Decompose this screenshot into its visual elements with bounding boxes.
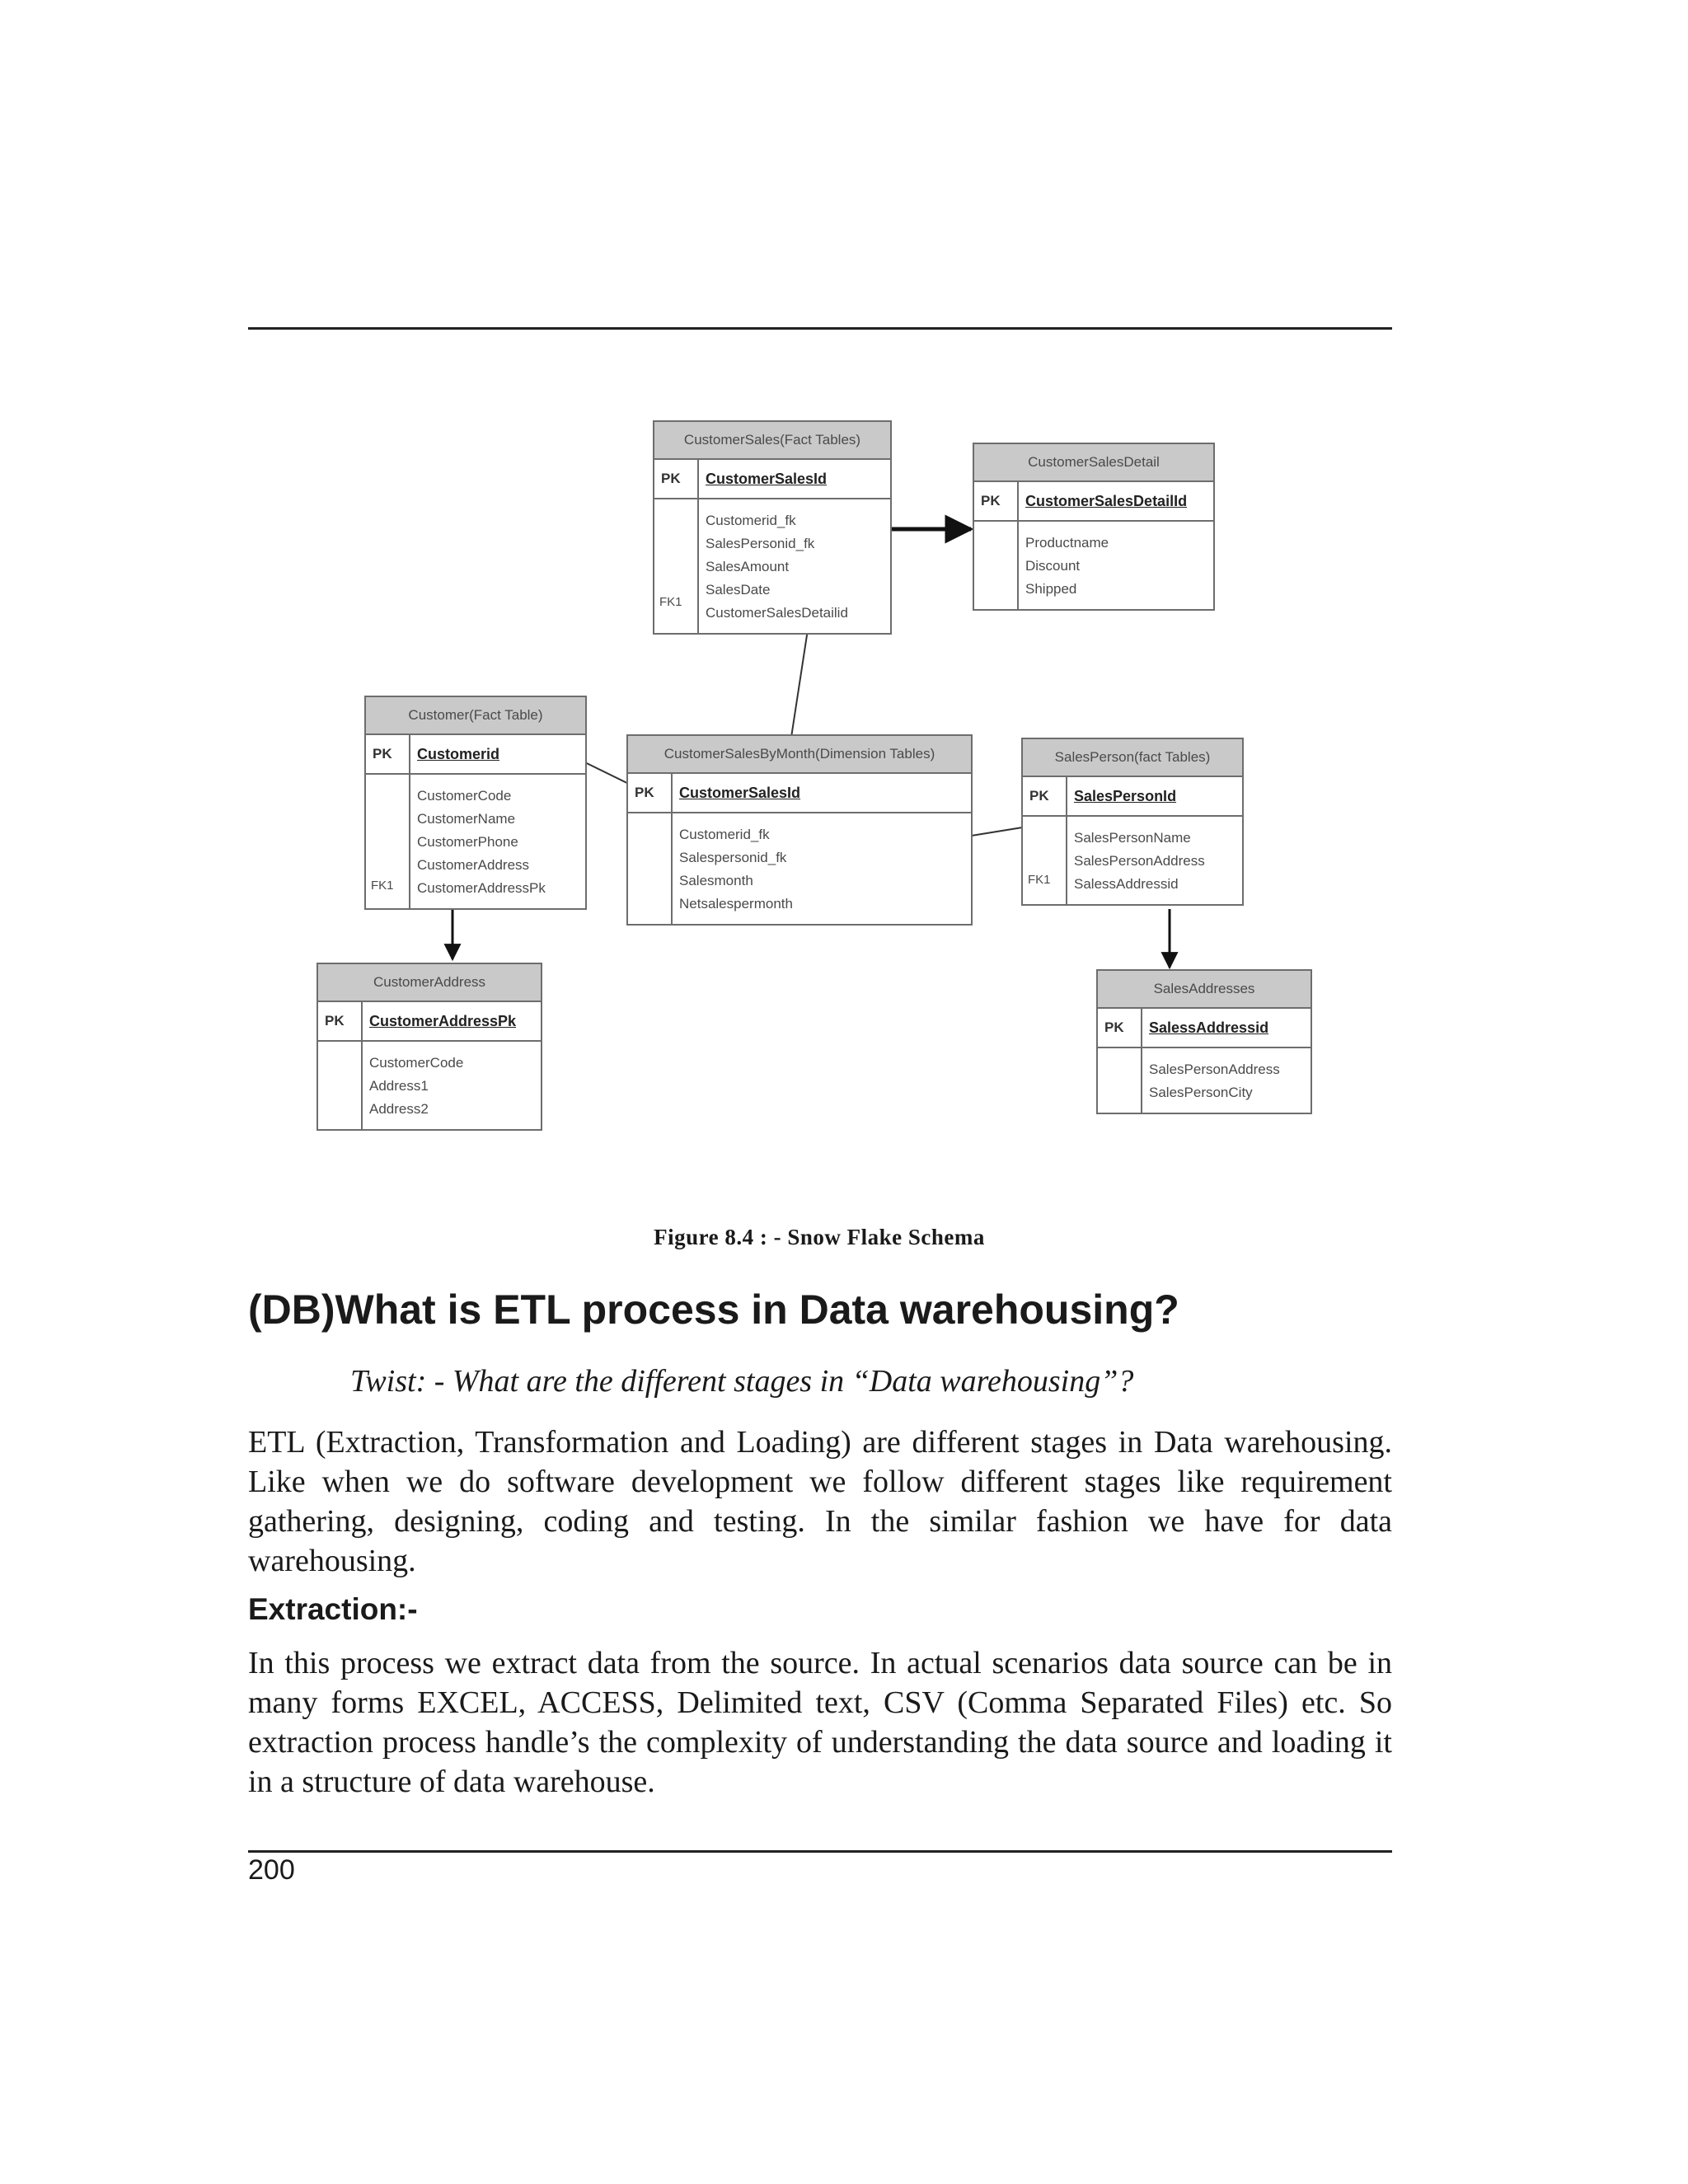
extraction-heading: Extraction:-	[248, 1592, 418, 1626]
field: SalessAddressid	[1074, 876, 1179, 892]
bottom-rule	[248, 1850, 1392, 1853]
table-title: Customer(Fact Table)	[366, 697, 585, 735]
field: Customerid_fk	[706, 513, 796, 528]
intro-paragraph: ETL (Extraction, Transformation and Loading) are different stages in Data warehousing. Like when we do software development we follow different stages like requirement gathering, designing, coding and testing. In the similar fashion we have for data warehousing.	[248, 1425, 1392, 1578]
table-title: CustomerSalesByMonth(Dimension Tables)	[628, 736, 971, 774]
table-title: SalesAddresses	[1098, 971, 1311, 1009]
field: Productname	[1025, 535, 1109, 551]
field: Address1	[369, 1078, 429, 1094]
field: SalesDate	[706, 582, 771, 598]
field: Salesmonth	[679, 873, 753, 888]
table-customer-address	[316, 963, 542, 1131]
field: Discount	[1025, 558, 1081, 574]
table-customer-sales-by-month	[626, 734, 973, 926]
table-title: CustomerSalesDetail	[974, 444, 1213, 482]
field: Shipped	[1025, 581, 1077, 597]
field: SalesAmount	[706, 559, 790, 574]
field: CustomerPhone	[417, 834, 518, 850]
fk-label: FK1	[1028, 873, 1051, 887]
field: CustomerName	[417, 811, 516, 827]
table-customer-sales	[653, 420, 892, 635]
field: SalesPersonid_fk	[706, 536, 815, 551]
page-number: 200	[248, 1854, 295, 1886]
pk-label: PK	[654, 460, 699, 498]
extraction-paragraph: In this process we extract data from the source. In actual scenarios data source can be in many forms EXCEL, ACCESS, Delimited text, CSV (Comma Separated Files) etc. So extraction process handle’s the complexity of understanding the data source and loading it in a structure of data warehouse.	[248, 1646, 1392, 1799]
table-title: CustomerAddress	[318, 964, 541, 1002]
pk-field: CustomerAddressPk	[369, 1012, 517, 1029]
section-heading: (DB)What is ETL process in Data warehousing?	[248, 1286, 1179, 1333]
fk-label: FK1	[371, 879, 394, 893]
field: CustomerCode	[369, 1055, 464, 1071]
pk-label: PK	[628, 774, 673, 812]
pk-label: PK	[318, 1002, 363, 1040]
figure-caption: Figure 8.4 : - Snow Flake Schema	[654, 1225, 985, 1249]
field: SalesPersonName	[1074, 830, 1191, 846]
pk-label: PK	[366, 735, 410, 773]
twist-question: Twist: - What are the different stages in “Data warehousing”?	[350, 1364, 1134, 1399]
field: CustomerCode	[417, 788, 512, 804]
field: Salespersonid_fk	[679, 850, 787, 865]
table-sales-person	[1021, 738, 1244, 906]
field: CustomerAddress	[417, 857, 530, 873]
table-sales-addresses	[1096, 969, 1312, 1114]
pk-label: PK	[1098, 1009, 1142, 1047]
pk-label: PK	[974, 482, 1019, 520]
pk-label: PK	[1023, 777, 1067, 815]
pk-field: CustomerSalesId	[706, 470, 828, 487]
field: SalesPersonAddress	[1074, 853, 1205, 869]
field: Address2	[369, 1101, 429, 1117]
table-title: CustomerSales(Fact Tables)	[654, 422, 890, 460]
pk-field: Customerid	[417, 745, 500, 762]
table-title: SalesPerson(fact Tables)	[1023, 739, 1242, 777]
pk-field: SalesPersonId	[1074, 787, 1177, 804]
pk-field: SalessAddressid	[1149, 1019, 1269, 1036]
table-customer	[364, 696, 587, 910]
field: CustomerAddressPk	[417, 880, 546, 896]
field: CustomerSalesDetailid	[706, 605, 848, 621]
field: SalesPersonAddress	[1149, 1062, 1280, 1077]
field: SalesPersonCity	[1149, 1085, 1253, 1100]
table-customer-sales-detail	[973, 443, 1215, 611]
pk-field: CustomerSalesDetailId	[1025, 492, 1188, 509]
field: Netsalespermonth	[679, 896, 793, 912]
field: Customerid_fk	[679, 827, 770, 842]
pk-field: CustomerSalesId	[679, 784, 801, 801]
fk-label: FK1	[659, 595, 682, 609]
